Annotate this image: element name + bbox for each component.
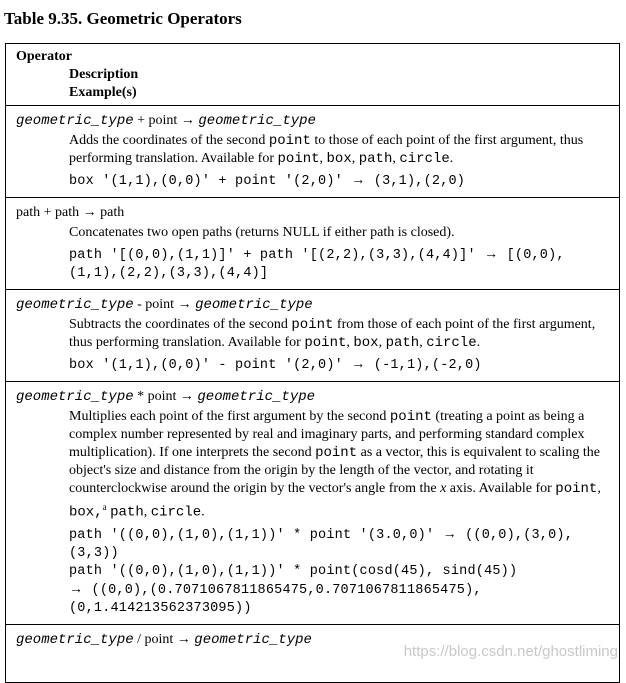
table-row bbox=[6, 290, 619, 382]
table-row bbox=[6, 106, 619, 198]
watermark: https://blog.csdn.net/ghostliming bbox=[403, 643, 618, 660]
operator-example: box '(1,1),(0,0)' - point '(2,0)' → (-1,1),(-2,0) bbox=[69, 357, 482, 373]
header-examples: Example(s) bbox=[69, 85, 137, 100]
table-header bbox=[6, 44, 619, 106]
operator-example: path '((0,0),(1,0),(1,1))' * point '(3.0,0)' → ((0,0),(3,0), (3,3)) path '((0,0),(1,0),(1,1))' * point(cosd(45), sind(45)) → ((0,0),(0.7071067811865475,0.7071067811865475), (0,1.414213562373095)) bbox=[69, 526, 574, 616]
operator-description: Multiplies each point of the first argument by the second point (treating a point as being a complex number represented by real and imaginary parts, and performing standard complex multiplication). If one interprets the second point as a vector, this is equivalent to scaling the object's size and distance from the origin by the length of the vector, and rotating it counterclockwise around the origin by the vector's angle from the x axis. Available for point, box,$^a$ path, circle. bbox=[69, 409, 601, 521]
operator-signature: geometric_type * point → geometric_type bbox=[16, 389, 316, 405]
operator-description: Adds the coordinates of the second point to those of each point of the first argument, thus performing translation. Available for point, box, path, circle. bbox=[69, 133, 584, 167]
operator-signature: geometric_type - point → geometric_type bbox=[16, 297, 313, 313]
operator-signature: geometric_type / point → geometric_type bbox=[16, 631, 312, 648]
header-description: Description bbox=[69, 67, 139, 82]
table-title: Table 9.35. Geometric Operators bbox=[4, 9, 242, 28]
table-row bbox=[6, 198, 619, 290]
operator-description: Subtracts the coordinates of the second point from those of each point of the first argument, thus performing translation. Available for point, box, path, circle. bbox=[69, 317, 596, 351]
operator-signature: geometric_type + point → geometric_type bbox=[16, 113, 316, 129]
operator-example: path '[(0,0),(1,1)]' + path '[(2,2),(3,3),(4,4)]' → [(0,0), (1,1),(2,2),(3,3),(4,4)] bbox=[69, 247, 565, 281]
table-row bbox=[6, 382, 619, 625]
operator-signature: path + path → path bbox=[16, 205, 125, 220]
operator-example: box '(1,1),(0,0)' + point '(2,0)' → (3,1),(2,0) bbox=[69, 173, 466, 189]
operators-table bbox=[5, 43, 620, 683]
operator-description: Concatenates two open paths (returns NULL if either path is closed). bbox=[69, 225, 455, 240]
header-operator: Operator bbox=[16, 49, 72, 64]
